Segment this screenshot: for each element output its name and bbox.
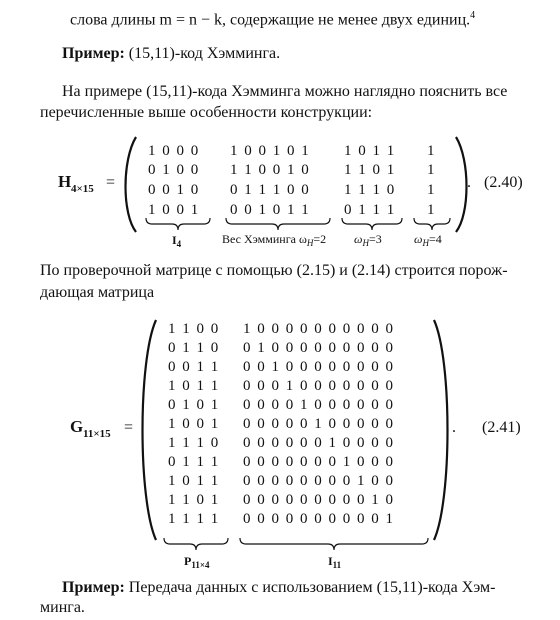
eq2-i-row-1: 1 0 0 0 0 0 0 0 0 0 0 <box>243 321 395 337</box>
eq2-i-row-11: 0 0 0 0 0 0 0 0 0 0 1 <box>243 511 395 527</box>
eq2-lhs-sub: 11×15 <box>83 428 111 440</box>
eq1-group-1-row-3: 0 0 1 0 <box>148 182 200 198</box>
eq2-i-row-3: 0 0 1 0 0 0 0 0 0 0 0 <box>243 359 395 375</box>
eq1-brace-4 <box>414 218 450 230</box>
eq2-i-row-5: 0 0 0 0 1 0 0 0 0 0 0 <box>243 397 395 413</box>
eq1-group-4-row-1: 1 <box>427 143 436 159</box>
eq2-p-row-5: 0 1 0 1 <box>168 397 220 413</box>
eq1-group-2-row-4: 0 0 1 0 1 1 <box>230 202 311 218</box>
example-2-title: Передача данных с использованием (15,11)-кода Хэм- <box>124 579 496 596</box>
eq2-right-bracket <box>434 320 448 540</box>
eq1-group-2-row-3: 0 1 1 1 0 0 <box>230 182 311 198</box>
eq1-number: (2.40) <box>484 174 523 191</box>
eq2-equals: = <box>124 419 134 436</box>
eq2-lhs: G <box>70 417 84 436</box>
eq2-p-row-7: 1 1 1 0 <box>168 435 220 451</box>
eq2-p-row-2: 0 1 1 0 <box>168 340 220 356</box>
eq2-brace-i <box>240 538 428 550</box>
example-2-line-2: минга. <box>40 599 85 616</box>
eq1-matrix <box>148 143 436 218</box>
eq2-i-row-2: 0 1 0 0 0 0 0 0 0 0 0 <box>243 340 395 356</box>
eq2-p-row-6: 1 0 0 1 <box>168 416 220 432</box>
eq1-equals: = <box>106 174 116 191</box>
eq2-left-bracket <box>143 320 157 540</box>
eq1-trailer: . <box>467 174 471 191</box>
eq1-label-1: $I_4$ <box>172 233 182 249</box>
eq1-brace-2 <box>226 218 330 230</box>
para-1-line-2: перечисленные выше особенности конструкции: <box>40 104 373 121</box>
eq2-matrix <box>168 321 395 527</box>
eq1-group-1-row-4: 1 0 0 1 <box>148 202 200 218</box>
eq1-group-3-row-2: 1 1 0 1 <box>344 162 396 178</box>
eq1-group-4-row-3: 1 <box>427 182 436 198</box>
eq2-number: (2.41) <box>482 419 521 436</box>
eq2-i-row-9: 0 0 0 0 0 0 0 0 1 0 0 <box>243 473 395 489</box>
example-2-heading <box>62 578 496 598</box>
eq2-p-row-9: 1 0 1 1 <box>168 473 220 489</box>
footnote-marker: 4 <box>470 10 476 21</box>
eq2-trailer: . <box>452 419 456 436</box>
eq1-right-bracket <box>456 137 467 232</box>
para-2-line-1: По проверочной матрице с помощью (2.15) и (2.14) строится порож- <box>40 262 508 279</box>
example-1-title: (15,11)-код Хэмминга. <box>124 45 281 62</box>
eq1-group-1-row-2: 0 1 0 0 <box>148 162 200 178</box>
eq1-brace-3 <box>342 218 402 230</box>
eq1-group-1-row-1: 1 0 0 0 <box>148 143 200 159</box>
eq2-p-row-11: 1 1 1 1 <box>168 511 220 527</box>
eq2-brace-p <box>164 538 228 550</box>
eq1-brace-1 <box>146 218 210 230</box>
eq2-p-row-1: 1 1 0 0 <box>168 321 220 337</box>
eq1-group-4-row-2: 1 <box>427 162 436 178</box>
eq1-group-3-row-3: 1 1 1 0 <box>344 182 396 198</box>
top-line-text: слова длины m = n − k, содержащие не менее двух единиц. <box>70 11 471 29</box>
eq2-i-row-6: 0 0 0 0 0 1 0 0 0 0 0 <box>243 416 395 432</box>
eq2-p-row-3: 0 0 1 1 <box>168 359 220 375</box>
eq2-label-p: $P_{11\times 4}$ <box>184 554 210 570</box>
eq1-label-2: Вес Хэмминга $\omega_H=2$ <box>222 232 327 248</box>
eq1-group-3-row-4: 0 1 1 1 <box>344 202 396 218</box>
eq2-i-row-7: 0 0 0 0 0 0 1 0 0 0 0 <box>243 435 395 451</box>
example-1-label: Пример: <box>62 45 125 62</box>
eq2-p-row-4: 1 0 1 1 <box>168 378 220 394</box>
eq1-group-2-row-1: 1 0 0 1 0 1 <box>230 143 311 159</box>
example-2-label: Пример: <box>62 579 125 596</box>
eq1-group-2-row-2: 1 1 0 0 1 0 <box>230 162 311 178</box>
eq1-lhs-sub: 4×15 <box>71 183 94 195</box>
eq2-p-row-8: 0 1 1 1 <box>168 454 220 470</box>
eq1-label-3: $\omega_H=3$ <box>354 232 382 248</box>
eq1-underbraces <box>146 218 450 230</box>
eq2-label-i: $I_{11}$ <box>328 554 342 570</box>
eq2-i-row-10: 0 0 0 0 0 0 0 0 0 1 0 <box>243 492 395 508</box>
eq1-group-3-row-1: 1 0 1 1 <box>344 143 396 159</box>
eq2-i-row-8: 0 0 0 0 0 0 0 1 0 0 0 <box>243 454 395 470</box>
eq2-p-row-10: 1 1 0 1 <box>168 492 220 508</box>
eq1-lhs: H <box>58 172 72 191</box>
eq1-label-4: $\omega_H=4$ <box>414 232 442 248</box>
para-2-line-2: дающая матрица <box>40 284 155 301</box>
eq2-i-row-4: 0 0 0 1 0 0 0 0 0 0 0 <box>243 378 395 394</box>
eq1-left-bracket <box>126 137 137 232</box>
eq1-group-4-row-4: 1 <box>427 202 436 218</box>
para-1-line-1: На примере (15,11)-кода Хэмминга можно наглядно пояснить все <box>62 83 508 100</box>
